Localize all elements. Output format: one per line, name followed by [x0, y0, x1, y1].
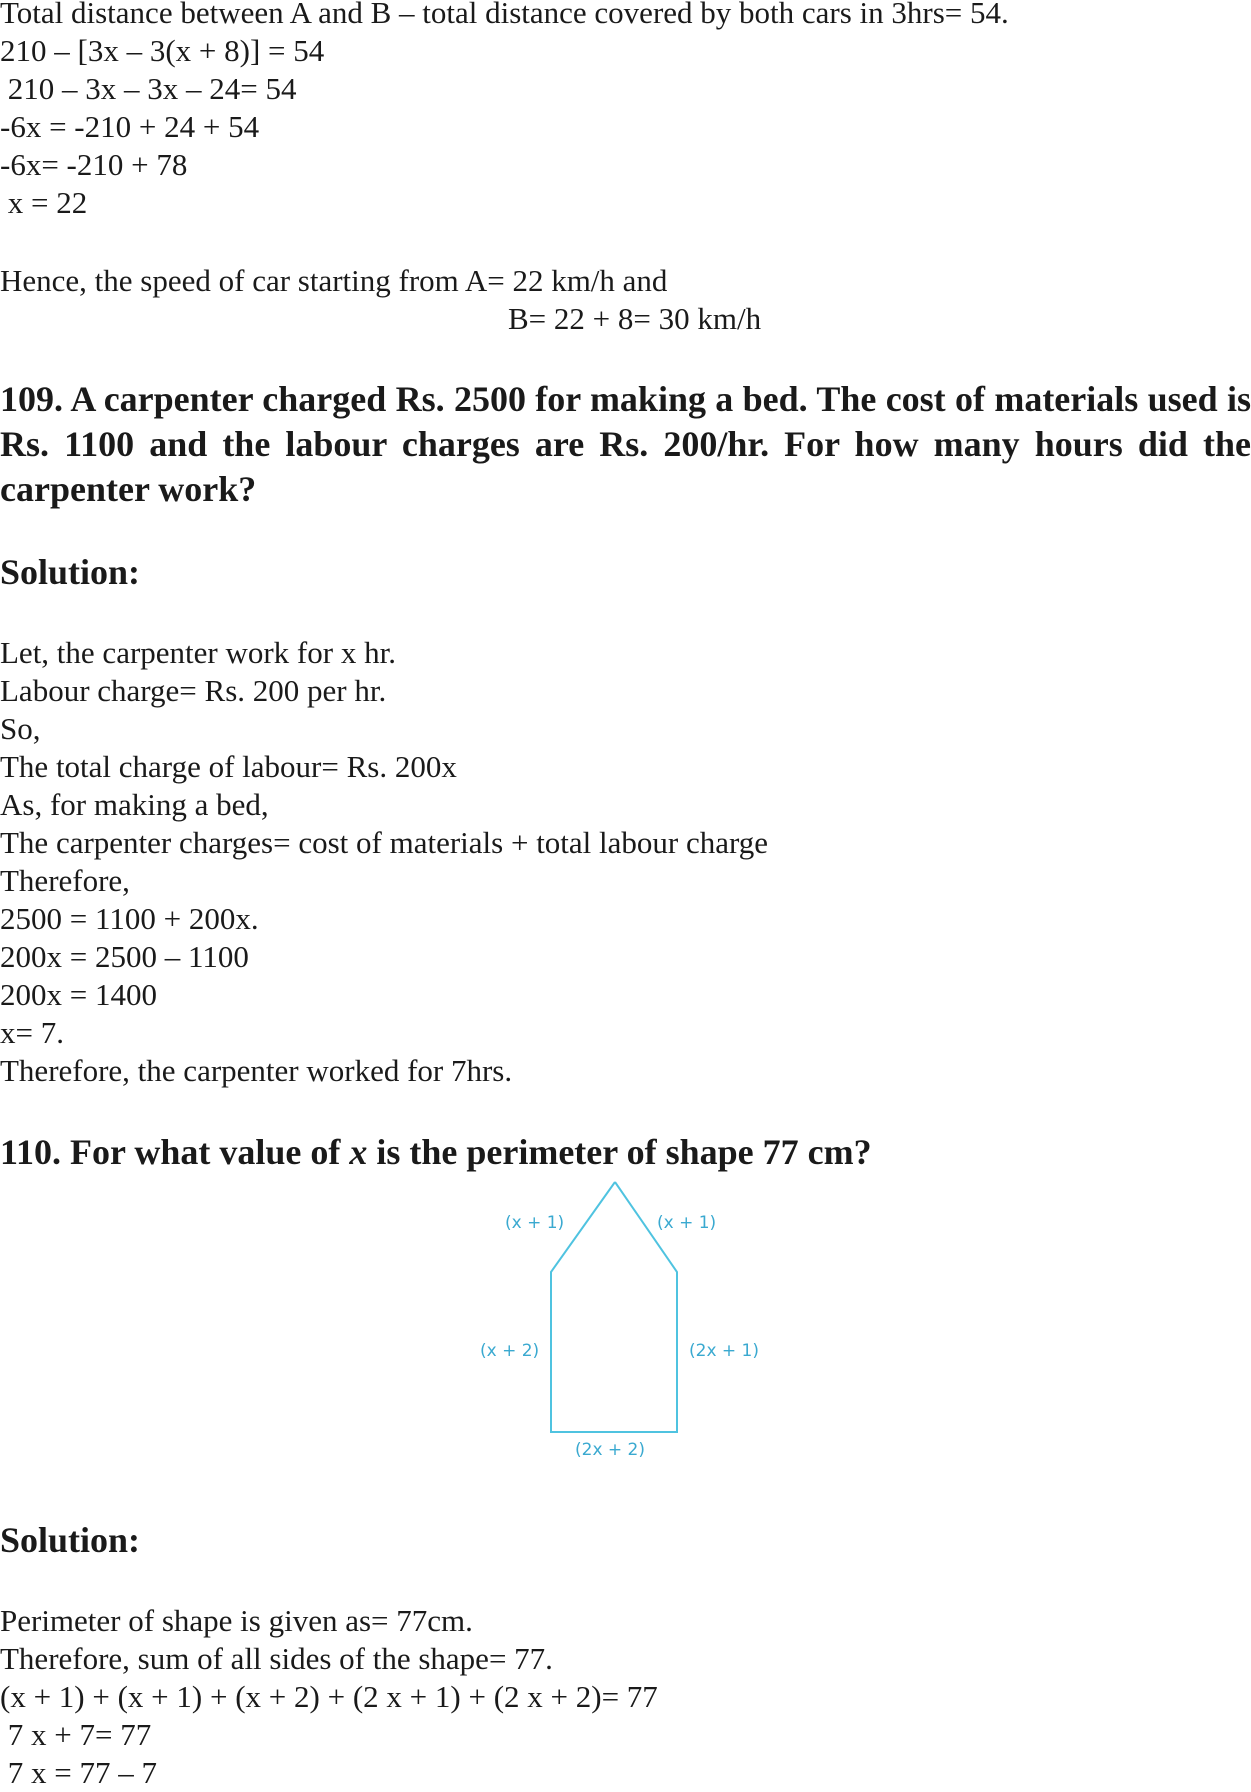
label-top-right: (x + 1)	[657, 1213, 717, 1233]
text-line: As, for making a bed,	[0, 787, 269, 822]
text-line: The carpenter charges= cost of materials + total labour charge	[0, 825, 769, 860]
equation-line: x= 7.	[0, 1015, 64, 1050]
text-line: Labour charge= Rs. 200 per hr.	[0, 673, 387, 708]
question-suffix: is the perimeter of shape 77 cm?	[367, 1132, 872, 1172]
equation-line: 7 x = 77 – 7	[0, 1755, 157, 1790]
equation-line: 200x = 2500 – 1100	[0, 939, 249, 974]
label-right-side: (2x + 1)	[689, 1341, 760, 1361]
text-line: Therefore, the carpenter worked for 7hrs.	[0, 1053, 513, 1088]
text-line: So,	[0, 711, 41, 746]
solution-heading: Solution:	[0, 1520, 141, 1560]
question-110	[0, 1130, 872, 1175]
equation-line: 2500 = 1100 + 200x.	[0, 901, 259, 936]
equation-line: -6x = -210 + 24 + 54	[0, 109, 260, 144]
question-109: 109. A carpenter charged Rs. 2500 for making a bed. The cost of materials used is Rs. 1100 and the labour charges are Rs. 200/hr. For how many hours did the carpenter work?	[0, 379, 1251, 509]
text-line: Therefore, sum of all sides of the shape= 77.	[0, 1641, 553, 1676]
equation-line: 210 – 3x – 3x – 24= 54	[0, 71, 297, 106]
equation-line: -6x= -210 + 78	[0, 147, 188, 182]
text-line: B= 22 + 8= 30 km/h	[508, 301, 762, 336]
text-line: Therefore,	[0, 863, 130, 898]
text-line: Let, the carpenter work for x hr.	[0, 635, 396, 670]
label-left-side: (x + 2)	[480, 1341, 540, 1361]
label-top-left: (x + 1)	[505, 1213, 565, 1233]
text-line: The total charge of labour= Rs. 200x	[0, 749, 457, 784]
equation-line: 7 x + 7= 77	[0, 1717, 152, 1752]
question-variable: x	[349, 1132, 368, 1172]
text-line: Total distance between A and B – total distance covered by both cars in 3hrs= 54.	[0, 0, 1009, 30]
house-shape-figure	[460, 1170, 800, 1480]
equation-line: 200x = 1400	[0, 977, 157, 1012]
text-line: Hence, the speed of car starting from A= 22 km/h and	[0, 263, 668, 298]
label-bottom: (2x + 2)	[575, 1440, 646, 1460]
solution-heading: Solution:	[0, 552, 141, 592]
question-prefix: 110. For what value of	[0, 1132, 350, 1172]
equation-line: (x + 1) + (x + 1) + (x + 2) + (2 x + 1) + (2 x + 2)= 77	[0, 1679, 658, 1714]
text-line: Perimeter of shape is given as= 77cm.	[0, 1603, 473, 1638]
equation-line: x = 22	[0, 185, 88, 220]
equation-line: 210 – [3x – 3(x + 8)] = 54	[0, 33, 325, 68]
